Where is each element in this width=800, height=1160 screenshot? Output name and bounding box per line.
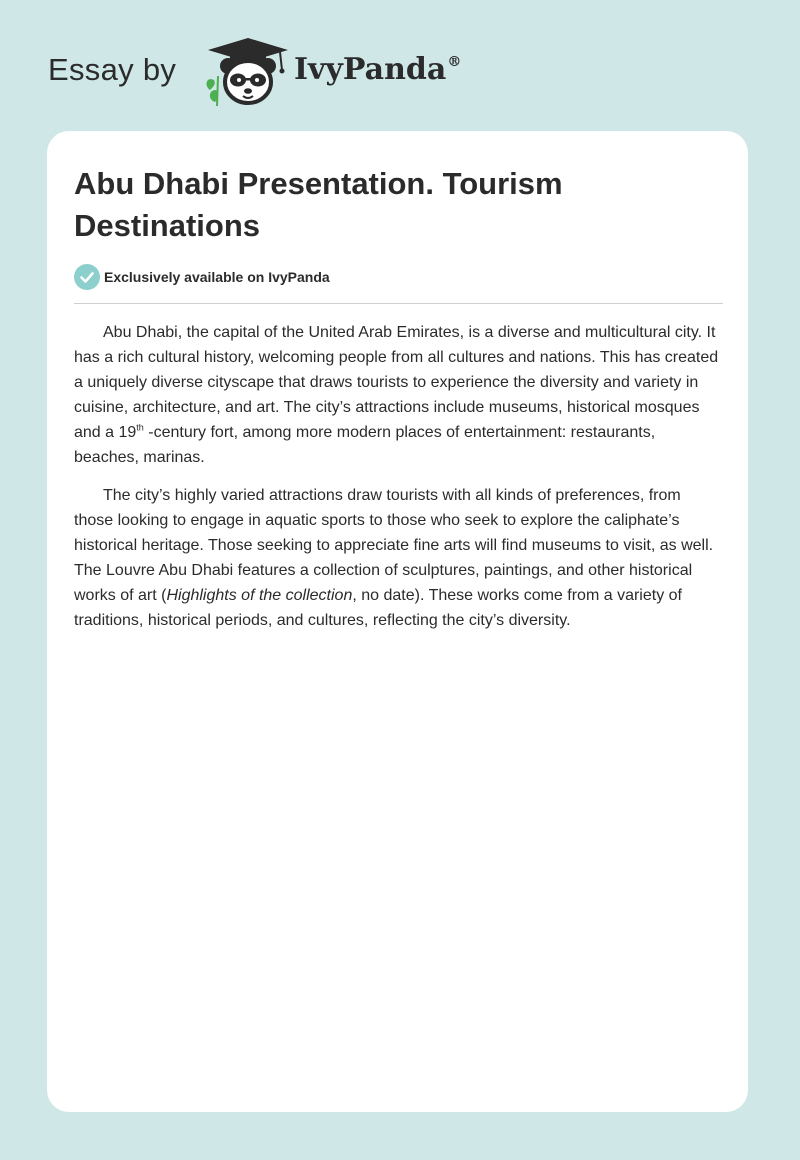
document-body bbox=[74, 320, 724, 646]
citation-title: Highlights of the collection bbox=[166, 587, 353, 604]
divider bbox=[74, 303, 723, 304]
brand-name: IvyPanda® bbox=[294, 52, 462, 87]
paragraph: Abu Dhabi, the capital of the United Arab Emirates, is a diverse and multicultural city. It has a rich cultural history, welcoming people from all cultures and nations. This has created a uniquely diverse cityscape that draws tourists to experience the diversity and variety in cuisine, architecture, and art. The city’s attractions include museums, historical mosques and a 19th -century fort, among more modern places of entertainment: restaurants, beaches, marinas. bbox=[74, 324, 719, 466]
document-title: Abu Dhabi Presentation. Tourism Destinations bbox=[74, 166, 563, 243]
panda-logo-icon bbox=[202, 36, 294, 108]
check-circle-icon bbox=[74, 264, 100, 290]
exclusive-badge bbox=[74, 264, 714, 290]
document-card bbox=[47, 131, 748, 1112]
brand-header bbox=[48, 30, 508, 110]
brand-prefix: Essay by bbox=[48, 52, 177, 87]
exclusive-label: Exclusively available on IvyPanda bbox=[104, 269, 330, 285]
paragraph: The city’s highly varied attractions draw tourists with all kinds of preferences, from those looking to engage in aquatic sports to those who seek to explore the caliphate’s historical heritage. Those seeking to appreciate fine arts will find museums to visit, as well. The Louvre Abu Dhabi features a collection of sculptures, paintings, and other historical works of art (Highlights of the collection, no date). These works come from a variety of traditions, historical periods, and cultures, reflecting the city’s diversity. bbox=[74, 487, 714, 629]
